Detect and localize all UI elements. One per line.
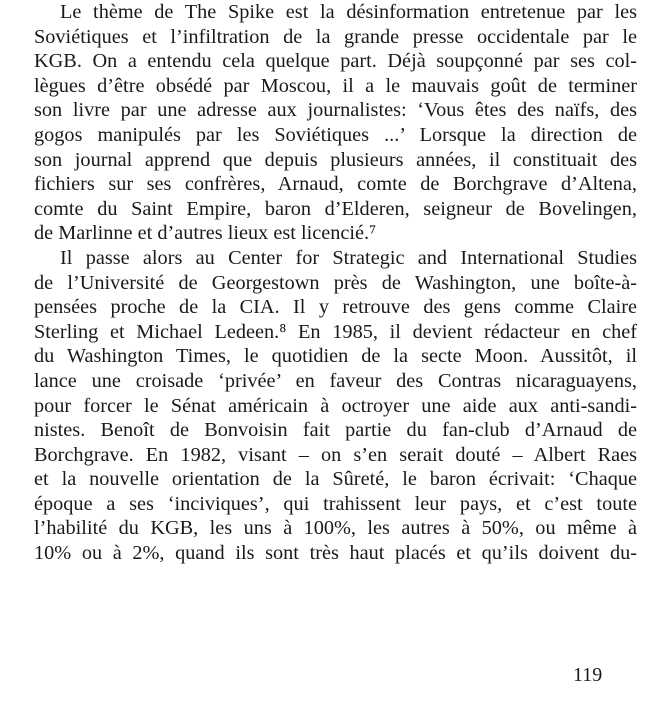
text-line: de l’Université de Georgestown près de Washington, une boîte-à- [34,271,637,294]
paragraph-2 [34,246,637,566]
text-line: Sterling et Michael Ledeen.⁸ En 1985, il devient rédacteur en chef [34,320,637,343]
text-line: lègues d’être obsédé par Moscou, il a le mauvais goût de terminer [34,74,637,97]
text-line: Il passe alors au Center for Strategic and International Studies [60,246,637,269]
page-number: 119 [573,664,603,686]
text-line: KGB. On a entendu cela quelque part. Déjà soupçonné par ses col- [34,50,637,73]
text-line: Soviétiques et l’infiltration de la grande presse occidentale par le [34,25,637,48]
text-line: 10% ou à 2%, quand ils sont très haut placés et qu’ils doivent du- [34,542,637,565]
text-line: pour forcer le Sénat américain à octroyer une aide aux anti-sandi- [34,394,637,417]
text-line: son livre par une adresse aux journalistes: ‘Vous êtes des naïfs, des [34,99,637,122]
text-line: fichiers sur ses confrères, Arnaud, comte de Borchgrave d’Altena, [34,173,637,196]
text-line: Borchgrave. En 1982, visant – on s’en serait douté – Albert Raes [34,443,637,466]
text-line: de Marlinne et d’autres lieux est licencié.⁷ [34,222,377,245]
text-line: pensées proche de la CIA. Il y retrouve des gens comme Claire [34,296,637,319]
text-line: l’habilité du KGB, les uns à 100%, les autres à 50%, ou même à [34,517,637,540]
text-line: son journal apprend que depuis plusieurs années, il constituait des [34,148,637,171]
text-line: époque a ses ‘inciviques’, qui trahissent leur pays, et c’est toute [34,492,637,515]
text-line: nistes. Benoît de Bonvoisin fait partie du fan-club d’Arnaud de [34,419,637,442]
body-text [34,0,637,566]
text-line: gogos manipulés par les Soviétiques ...’ Lorsque la direction de [34,123,637,146]
text-line: et la nouvelle orientation de la Sûreté, le baron écrivait: ‘Chaque [34,468,637,491]
text-line: lance une croisade ‘privée’ en faveur des Contras nicaraguayens, [34,369,637,392]
text-line: du Washington Times, le quotidien de la secte Moon. Aussitôt, il [34,345,637,368]
text-line: comte du Saint Empire, baron d’Elderen, seigneur de Bovelingen, [34,197,637,220]
paragraph-1 [34,0,637,246]
text-line: Le thème de The Spike est la désinformation entretenue par les [60,1,637,23]
